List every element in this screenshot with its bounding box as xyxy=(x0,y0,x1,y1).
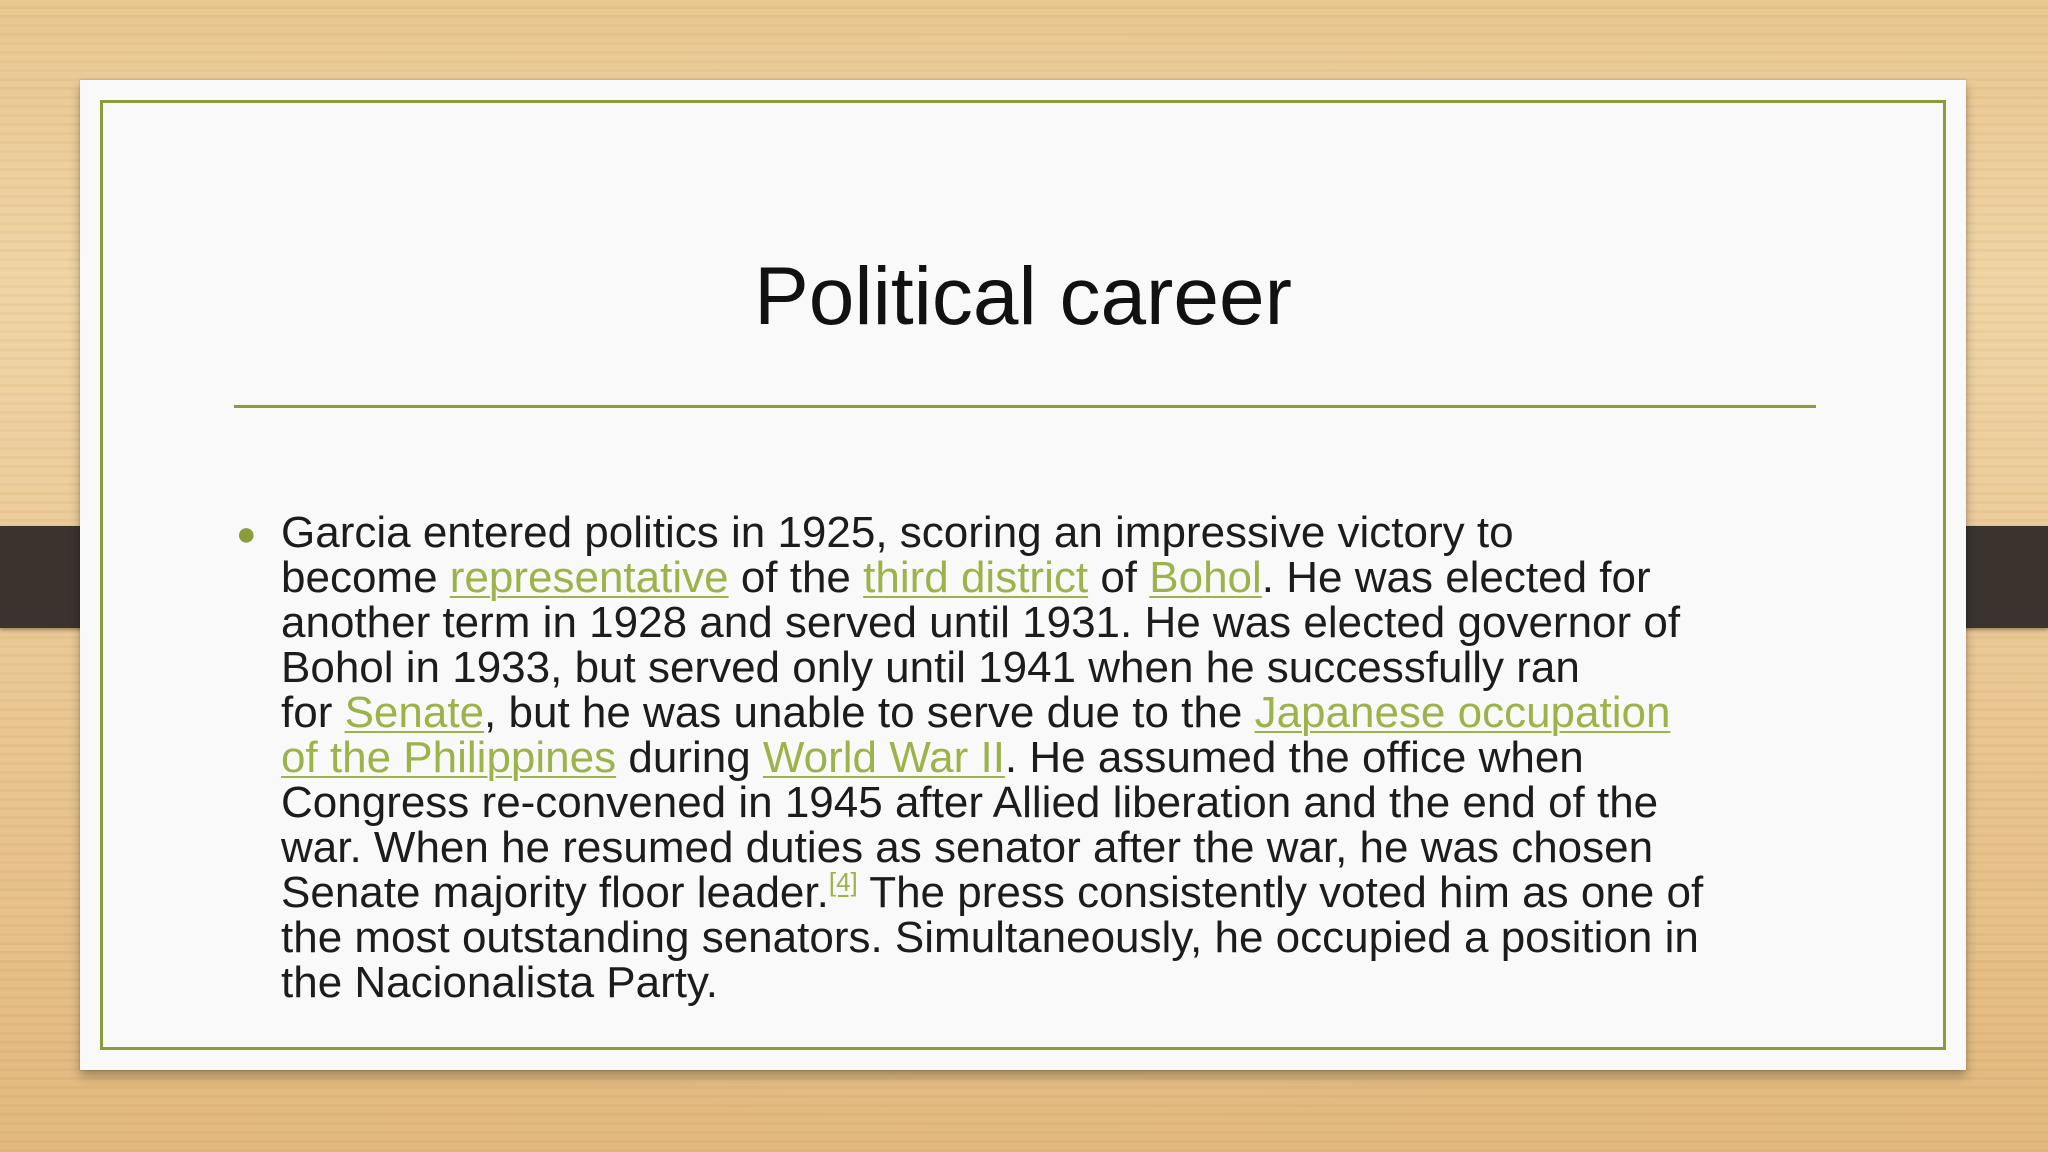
text-run: Bohol in 1933, but served only until 1941 when he successfully ran xyxy=(281,643,1580,692)
text-run: war. When he resumed duties as senator after the war, he was chosen xyxy=(281,823,1654,872)
text-run: . He was elected for xyxy=(1261,553,1651,602)
slide-card xyxy=(80,80,1966,1070)
text-run: Garcia entered politics in 1925, scoring an impressive victory to xyxy=(281,508,1514,557)
text-line xyxy=(281,645,1881,690)
link-world-war-ii[interactable]: World War II xyxy=(762,733,1005,782)
link-bohol[interactable]: Bohol xyxy=(1149,553,1262,602)
text-line xyxy=(281,690,1881,735)
text-line xyxy=(281,960,1881,1005)
title-divider xyxy=(234,405,1816,408)
text-run: the Nacionalista Party. xyxy=(281,958,718,1007)
text-run: during xyxy=(616,733,763,782)
text-run: for xyxy=(281,688,345,737)
text-run: Senate majority floor leader. xyxy=(281,868,829,917)
text-line xyxy=(281,825,1881,870)
text-line xyxy=(281,510,1881,555)
text-line xyxy=(281,780,1881,825)
text-run: another term in 1928 and served until 1931. He was elected governor of xyxy=(281,598,1681,647)
text-line xyxy=(281,555,1881,600)
text-run: of xyxy=(1088,553,1150,602)
citation-link-4[interactable]: [4] xyxy=(828,867,858,897)
text-line xyxy=(281,600,1881,645)
body-paragraph xyxy=(281,510,1881,1005)
text-run: , but he was unable to serve due to the xyxy=(484,688,1255,737)
text-run: the most outstanding senators. Simultaneously, he occupied a position in xyxy=(281,913,1699,962)
text-run: become xyxy=(281,553,450,602)
link-senate[interactable]: Senate xyxy=(344,688,485,737)
link-representative[interactable]: representative xyxy=(449,553,729,602)
text-line xyxy=(281,867,1881,917)
text-line xyxy=(281,735,1881,780)
text-run: The press consistently voted him as one of xyxy=(857,868,1704,917)
text-run: Congress re-convened in 1945 after Allied liberation and the end of the xyxy=(281,778,1659,827)
link-third-district[interactable]: third district xyxy=(863,553,1089,602)
text-line xyxy=(281,915,1881,960)
link-japanese-occupation[interactable]: Japanese occupation xyxy=(1254,688,1671,737)
bullet-dot-icon: ● xyxy=(236,515,257,553)
link-of-the-philippines[interactable]: of the Philippines xyxy=(281,733,617,782)
text-run: of the xyxy=(728,553,864,602)
slide-title: Political career xyxy=(754,251,1292,342)
text-run: . He assumed the office when xyxy=(1004,733,1584,782)
